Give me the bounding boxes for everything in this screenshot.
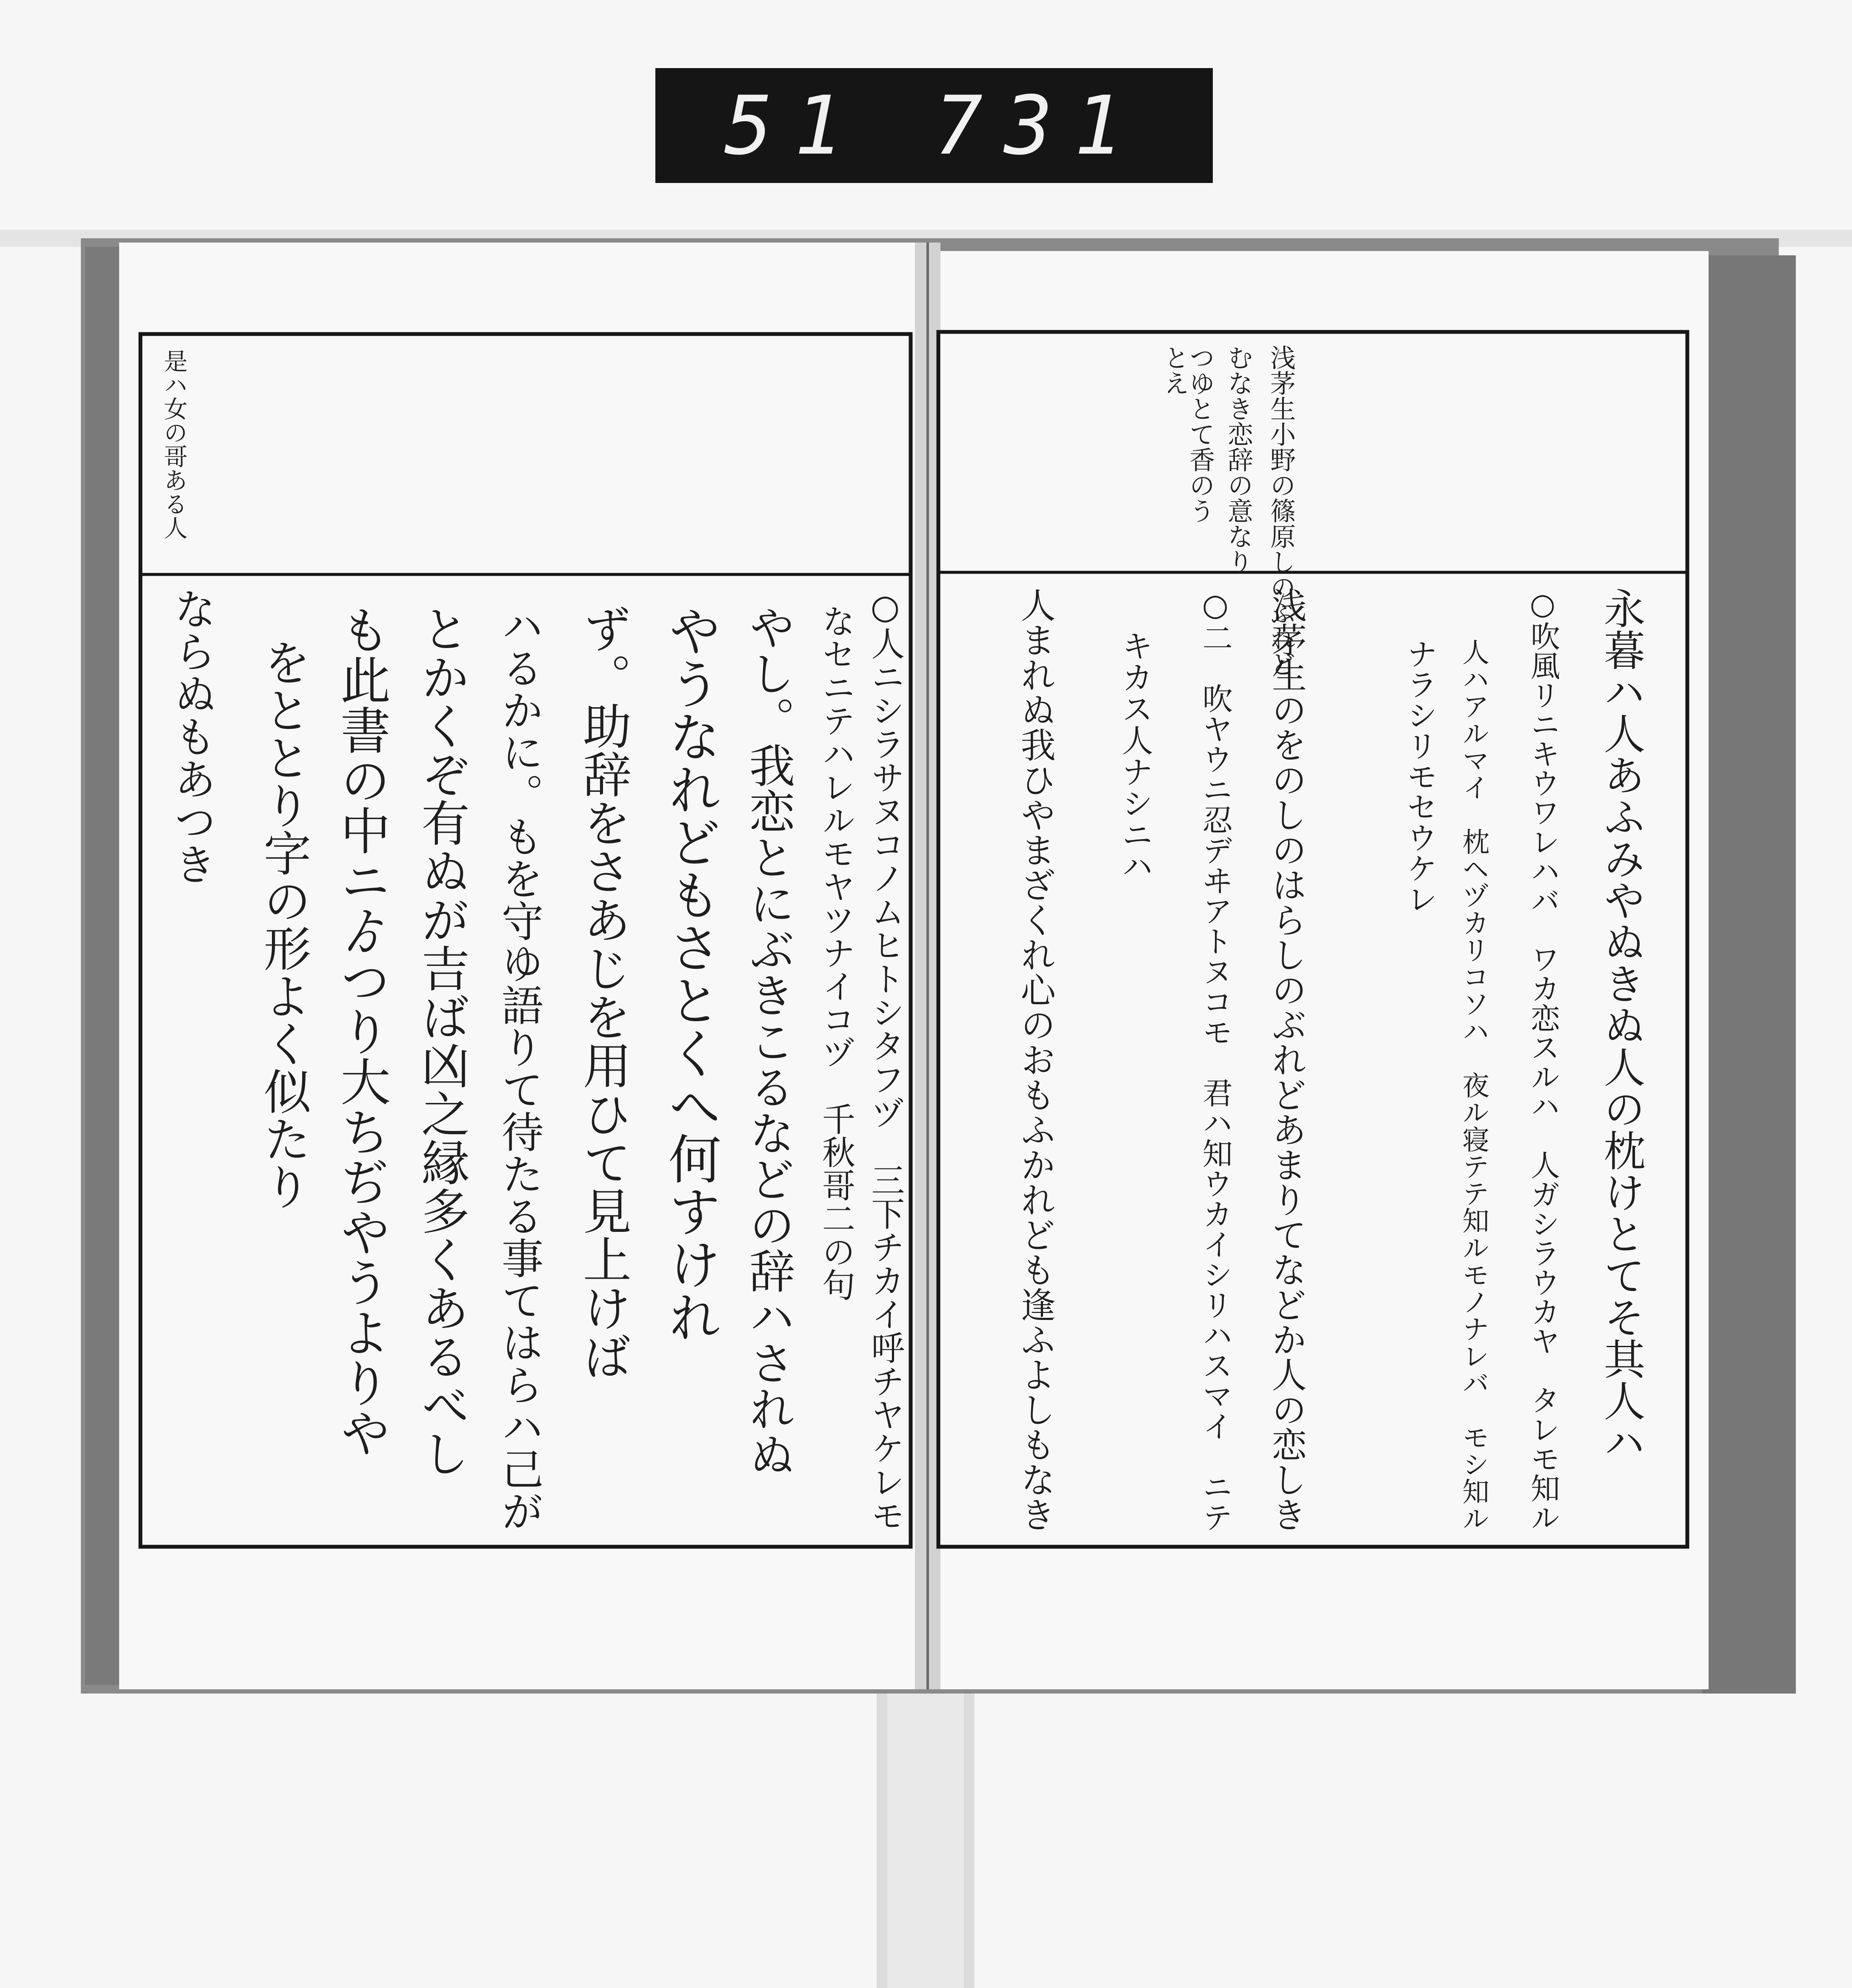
right-header-column: 浅茅生小野の篠原しのぶれど — [1266, 345, 1296, 677]
right-body-column: ナラシリモセウケレ — [1402, 638, 1438, 914]
right-body-column: 浅茅生のをのしのはらしのぶれどあまりてなどか人の恋しき — [1266, 587, 1306, 1532]
right-header-column: つゆとて香のう — [1185, 345, 1215, 523]
right-body-column: 人ハアルマイ 枕ヘヅカリコソハ 夜ル寝テテ知ルモノナレバ モシ知ル — [1458, 638, 1489, 1532]
left-body-column: も此書の中ニゟつり大ちぢやうよりや — [332, 604, 391, 1458]
catalog-label-plate — [655, 68, 1213, 183]
right-body-column: 永暮ハ人あふみやぬきぬ人の枕けとてそ其人ハ — [1597, 587, 1645, 1463]
left-body-column: をととり字の形よく似たり — [256, 638, 311, 1210]
left-body-column: ず。助辞をさあじを用ひて見上けば — [575, 604, 632, 1380]
left-body-column: ハるかに。もを守ゆ語りて待たる事てはらハ己が — [494, 604, 544, 1532]
right-body-column: ○二 吹ヤウニ忍デヰアトヌコモ 君ハ知ウカイシリハスマイ ニテ — [1198, 587, 1233, 1532]
left-body-column: とかくぞ有ぬが吉ば凶之縁多くあるべし — [413, 604, 470, 1477]
left-body-column: やうなれどもさとくへ何すけれ — [660, 604, 721, 1343]
right-header-column: とえ — [1160, 345, 1189, 396]
catalog-number: 51 731 — [724, 78, 1144, 173]
left-header-column: 是ハ女の哥ある人 — [160, 349, 188, 540]
right-body-column: 人まれぬ我ひやまざくれ心のおもふかれども逢ふよしもなき — [1015, 587, 1055, 1532]
left-body-column: なセニテハレルモヤツナイコヅ 千秋哥二の句 — [817, 604, 855, 1301]
right-body-column: ○吹風リニキウワレハバ ワカ恋スルハ 人ガシラウカヤ タレモ知ル — [1526, 587, 1560, 1532]
right-body-column: キカス人ナシニハ — [1117, 630, 1153, 882]
right-header-column: むなき恋辞の意なり — [1223, 345, 1253, 574]
left-body-column: ○人ニシラサヌコノムヒトシタフヅ 三下チカイ呼チヤケレモ — [865, 587, 905, 1532]
left-body-column: ならぬもあつき — [167, 587, 217, 885]
left-body-column: やし。我恋とにぶきこるなどの辞ハされぬ — [741, 604, 795, 1477]
